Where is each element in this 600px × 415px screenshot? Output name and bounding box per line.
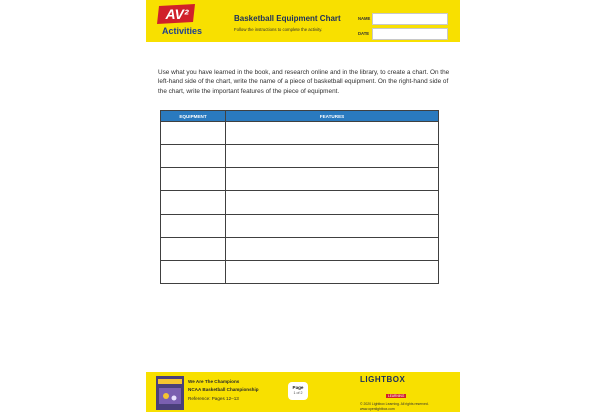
equipment-cell[interactable] [161, 145, 226, 168]
table-header-row [161, 111, 439, 122]
date-field[interactable] [372, 28, 448, 40]
brand-name: LIGHTBOX [360, 375, 406, 384]
equipment-chart [160, 110, 439, 284]
copyright-text: © 2020 Lightbox Learning. All rights reserved. [360, 402, 429, 406]
date-label: DATE [358, 31, 370, 36]
table-row [161, 145, 439, 168]
header-features: FEATURES [226, 111, 439, 122]
worksheet-page [146, 0, 460, 412]
page-title: Basketball Equipment Chart [234, 14, 341, 23]
table-row [161, 260, 439, 283]
page-subtitle: Follow the instructions to complete the activity. [234, 27, 323, 32]
series-name: We Are The Champions [188, 379, 240, 384]
name-field[interactable] [372, 13, 448, 25]
features-cell[interactable] [226, 145, 439, 168]
brand-tag: LEARNING [388, 394, 405, 398]
features-cell[interactable] [226, 260, 439, 283]
lightbox-brand [360, 375, 450, 412]
features-cell[interactable] [226, 122, 439, 145]
equipment-cell[interactable] [161, 214, 226, 237]
footer-bar [146, 372, 460, 412]
book-title: NCAA Basketball Championship [188, 387, 259, 393]
book-cover-icon [156, 376, 184, 410]
logo-badge-text: AV² [165, 6, 189, 22]
equipment-cell[interactable] [161, 168, 226, 191]
table-row [161, 191, 439, 214]
av2-logo [152, 4, 210, 38]
equipment-cell[interactable] [161, 191, 226, 214]
features-cell[interactable] [226, 168, 439, 191]
book-info [188, 378, 259, 403]
av2-badge-icon [157, 4, 197, 24]
table-row [161, 214, 439, 237]
website-link[interactable]: www.openlightbox.com [360, 407, 395, 411]
features-cell[interactable] [226, 191, 439, 214]
header-bar [146, 0, 460, 42]
page-badge [288, 382, 308, 400]
page-number: 1 of 2 [293, 391, 303, 395]
equipment-cell[interactable] [161, 122, 226, 145]
features-cell[interactable] [226, 214, 439, 237]
table-row [161, 237, 439, 260]
features-cell[interactable] [226, 237, 439, 260]
page-label: Page [292, 385, 304, 390]
page-reference: Reference: Pages 12–13 [188, 395, 239, 401]
name-label: NAME [358, 16, 371, 21]
logo-text: Activities [161, 26, 203, 36]
book-cover-image [156, 376, 184, 410]
header-equipment: EQUIPMENT [161, 111, 226, 122]
table-row [161, 122, 439, 145]
table-row [161, 168, 439, 191]
instructions-text: Use what you have learned in the book, and research online and in the library, to create a chart. On the left-hand side of the chart, write the name of a piece of basketball equipment. On the right-hand side of the chart, write the important features of the piece of equipment. [158, 69, 450, 95]
equipment-cell[interactable] [161, 260, 226, 283]
equipment-cell[interactable] [161, 237, 226, 260]
